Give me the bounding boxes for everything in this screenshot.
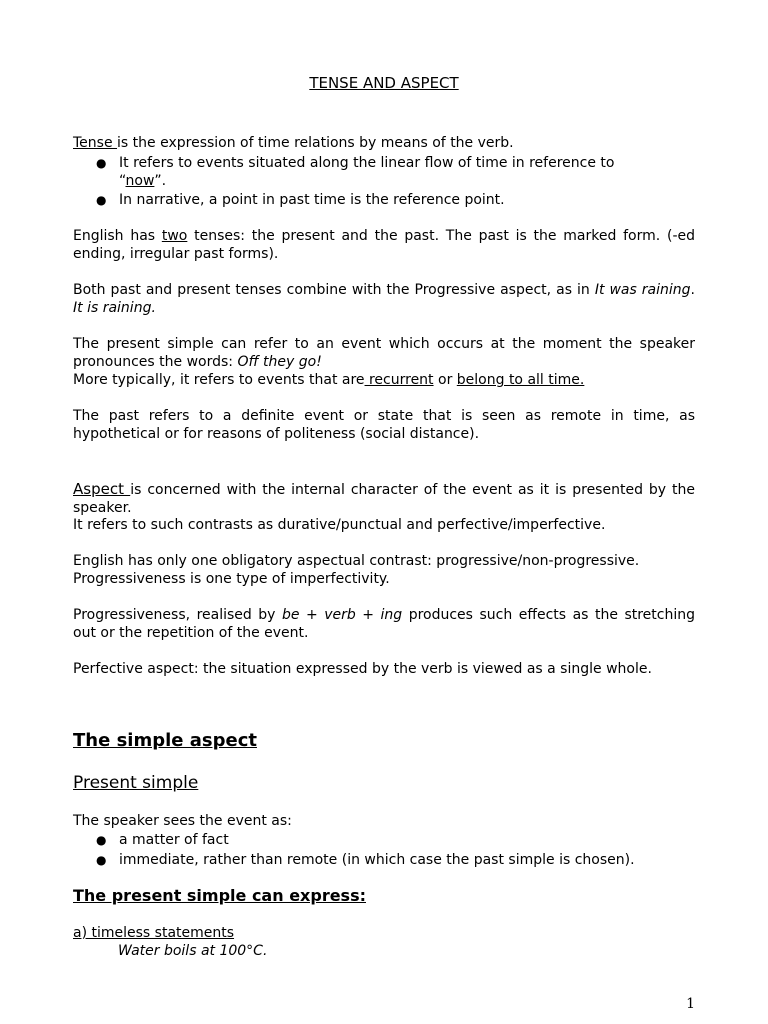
- bullet-icon: ●: [96, 193, 107, 207]
- tense-bullet-1b: “now”.: [119, 173, 167, 189]
- document-title: TENSE AND ASPECT: [309, 74, 459, 92]
- speaker-sees-intro: The speaker sees the event as:: [73, 813, 292, 829]
- bullet-icon: ●: [96, 833, 107, 847]
- page-number: 1: [686, 996, 695, 1012]
- bullet-icon: ●: [96, 156, 107, 170]
- obligatory-line-2: Progressiveness is one type of imperfectivity.: [73, 571, 390, 587]
- past-para: The past refers to a definite event or state that is seen as remote in time, as hypothetical or for reasons of politeness (social distance).: [73, 408, 695, 442]
- tense-bullet-2: In narrative, a point in past time is the reference point.: [119, 192, 505, 208]
- two-word: two: [161, 228, 188, 244]
- more-typically-line: More typically, it refers to events that are recurrent or belong to all time.: [73, 372, 585, 388]
- perfective-para: Perfective aspect: the situation expressed by the verb is viewed as a single whole.: [73, 661, 652, 677]
- aspect-contrasts-line: It refers to such contrasts as durative/punctual and perfective/imperfective.: [73, 517, 606, 533]
- aspect-definition: Aspect is concerned with the internal character of the event as it is presented by the speaker.: [73, 480, 695, 516]
- aspect-term: Aspect: [73, 480, 131, 498]
- realised-para: Progressiveness, realised by be + verb + ing produces such effects as the stretching out or the repetition of the event.: [73, 607, 696, 641]
- english-two-tenses-para: English has two tenses: the present and the past. The past is the marked form. (-ed ending, irregular past forms).: [73, 228, 695, 262]
- can-express-heading: The present simple can express:: [73, 886, 366, 905]
- simple-aspect-heading: The simple aspect: [73, 730, 257, 751]
- tense-bullet-1a: It refers to events situated along the linear flow of time in reference to: [119, 155, 615, 171]
- timeless-example: Water boils at 100°C.: [118, 943, 268, 959]
- obligatory-line-1: English has only one obligatory aspectual contrast: progressive/non-progressive.: [73, 553, 640, 569]
- present-simple-para: The present simple can refer to an event which occurs at the moment the speaker pronounces the words: Off they go!: [73, 336, 695, 370]
- timeless-label: a) timeless statements: [73, 925, 235, 941]
- tense-term: Tense: [73, 135, 118, 151]
- now-word: now: [125, 173, 155, 189]
- tense-definition: [73, 134, 514, 152]
- speaker-bullet-2: immediate, rather than remote (in which case the past simple is chosen).: [119, 852, 635, 868]
- progressive-para: Both past and present tenses combine with the Progressive aspect, as in It was raining. It is raining.: [73, 282, 695, 316]
- speaker-bullet-1: a matter of fact: [119, 832, 229, 848]
- tense-def-text: is the expression of time relations by means of the verb.: [117, 135, 514, 151]
- bullet-icon: ●: [96, 853, 107, 867]
- present-simple-heading: Present simple: [73, 773, 199, 793]
